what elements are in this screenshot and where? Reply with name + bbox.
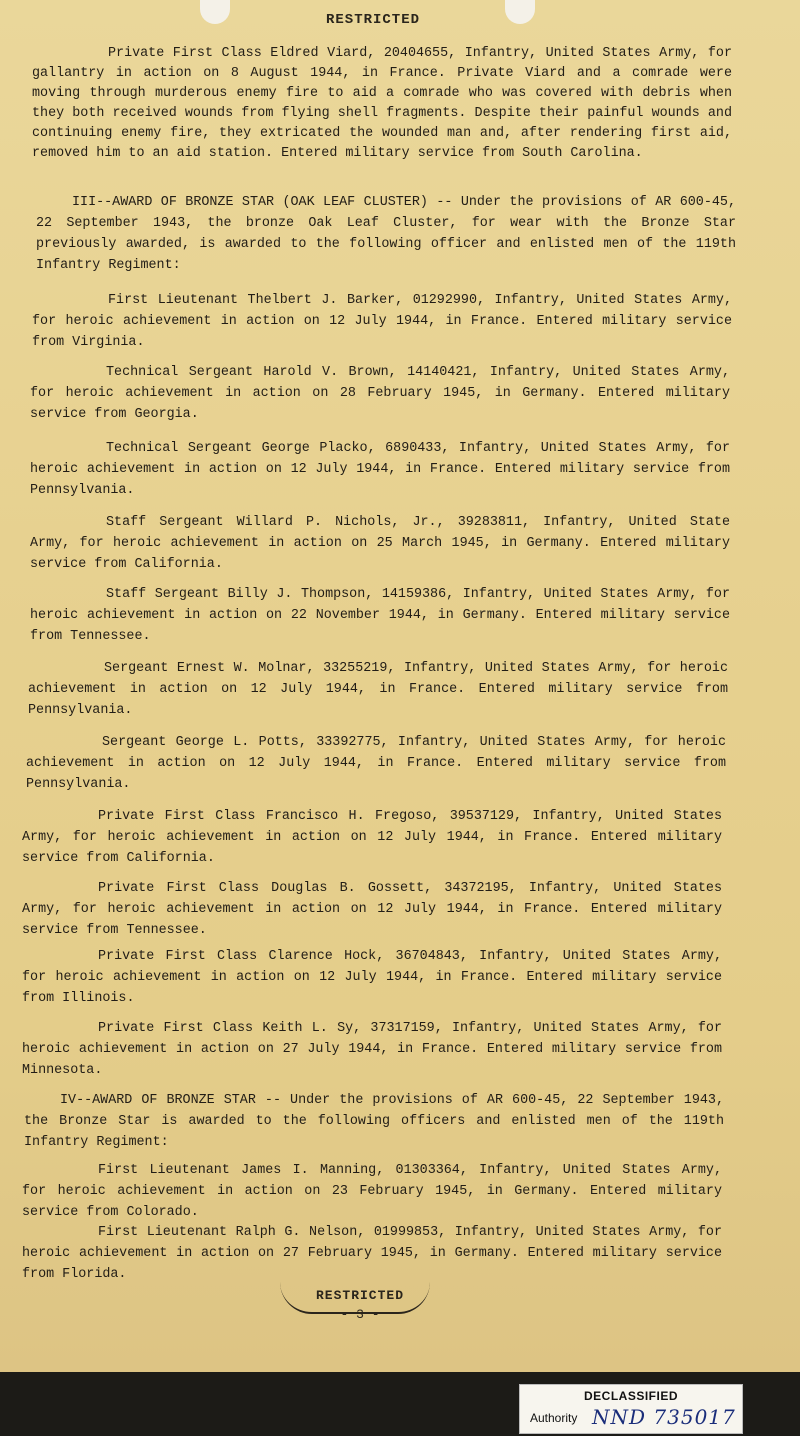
citation-paragraph: Sergeant Ernest W. Molnar, 33255219, Infantry, United States Army, for heroic achievement in action on 12 July 1944, in France. Entered military service from Pennsylvania. (28, 661, 728, 718)
citation-paragraph: Private First Class Francisco H. Fregoso, 39537129, Infantry, United States Army, for heroic achievement in action on 12 July 1944, in France. Entered military service from California. (22, 809, 722, 866)
punch-hole (200, 0, 230, 24)
declassified-title: DECLASSIFIED (583, 1389, 678, 1403)
declassified-stamp (519, 1384, 743, 1434)
citation-paragraph: Private First Class Eldred Viard, 20404655, Infantry, United States Army, for gallantry in action on 8 August 1944, in France. Private Viard and a comrade were moving through murderous enemy fire to aid a comrade who was covered with debris when they both received wounds from flying shell fragments. Despite their painful wounds and continuing enemy fire, they extricated the wounded man and, after rendering first aid, removed him to an aid station. Entered military service from South Carolina. (32, 46, 732, 161)
footer-flourish (280, 1282, 430, 1314)
citation-paragraph: Technical Sergeant George Placko, 6890433, Infantry, United States Army, for heroic achievement in action on 12 July 1944, in France. Entered military service from Pennsylvania. (30, 441, 730, 498)
section-iii-heading-paragraph: III--AWARD OF BRONZE STAR (OAK LEAF CLUSTER) -- Under the provisions of AR 600-45, 22 September 1943, the bronze Oak Leaf Cluster, for wear with the Bronze Star previously awarded, is awarded to the following officer and enlisted men of the 119th Infantry Regiment: (36, 195, 736, 273)
authority-label: Authority (530, 1411, 578, 1425)
restricted-header-stamp: RESTRICTED (326, 12, 421, 28)
authority-value: NND 735017 (592, 1405, 736, 1429)
citation-paragraph: Technical Sergeant Harold V. Brown, 14140421, Infantry, United States Army, for heroic achievement in action on 28 February 1945, in Germany. Entered military service from Georgia. (30, 365, 730, 422)
citation-paragraph: First Lieutenant James I. Manning, 01303364, Infantry, United States Army, for heroic achievement in action on 23 February 1945, in Germany. Entered military service from Colorado. (22, 1163, 722, 1220)
page-footer (290, 1288, 430, 1322)
citation-paragraph: Private First Class Clarence Hock, 36704843, Infantry, United States Army, for heroic achievement in action on 12 July 1944, in France. Entered military service from Illinois. (22, 949, 722, 1006)
citation-paragraph: First Lieutenant Thelbert J. Barker, 01292990, Infantry, United States Army, for heroic achievement in action on 12 July 1944, in France. Entered military service from Virginia. (32, 293, 732, 350)
citation-paragraph: Staff Sergeant Billy J. Thompson, 14159386, Infantry, United States Army, for heroic achievement in action on 22 November 1944, in Germany. Entered military service from Tennessee. (30, 587, 730, 644)
citation-paragraph: Staff Sergeant Willard P. Nichols, Jr., 39283811, Infantry, United State Army, for heroic achievement in action on 25 March 1945, in Germany. Entered military service from California. (30, 515, 730, 572)
punch-hole (505, 0, 535, 24)
citation-paragraph: First Lieutenant Ralph G. Nelson, 01999853, Infantry, United States Army, for heroic achievement in action on 27 February 1945, in Germany. Entered military service from Florida. (22, 1225, 722, 1282)
section-iv-heading-paragraph: IV--AWARD OF BRONZE STAR -- Under the provisions of AR 600-45, 22 September 1943, the Bronze Star is awarded to the following officers and enlisted men of the 119th Infantry Regiment: (24, 1093, 724, 1150)
citation-paragraph: Sergeant George L. Potts, 33392775, Infantry, United States Army, for heroic achievement in action on 12 July 1944, in France. Entered military service from Pennsylvania. (26, 735, 726, 792)
citation-paragraph: Private First Class Douglas B. Gossett, 34372195, Infantry, United States Army, for heroic achievement in action on 12 July 1944, in France. Entered military service from Tennessee. (22, 881, 722, 938)
citation-paragraph: Private First Class Keith L. Sy, 37317159, Infantry, United States Army, for heroic achievement in action on 27 July 1944, in France. Entered military service from Minnesota. (22, 1021, 722, 1078)
restricted-footer-stamp: RESTRICTED (315, 1288, 404, 1303)
page-number: - 3 - (340, 1307, 380, 1322)
